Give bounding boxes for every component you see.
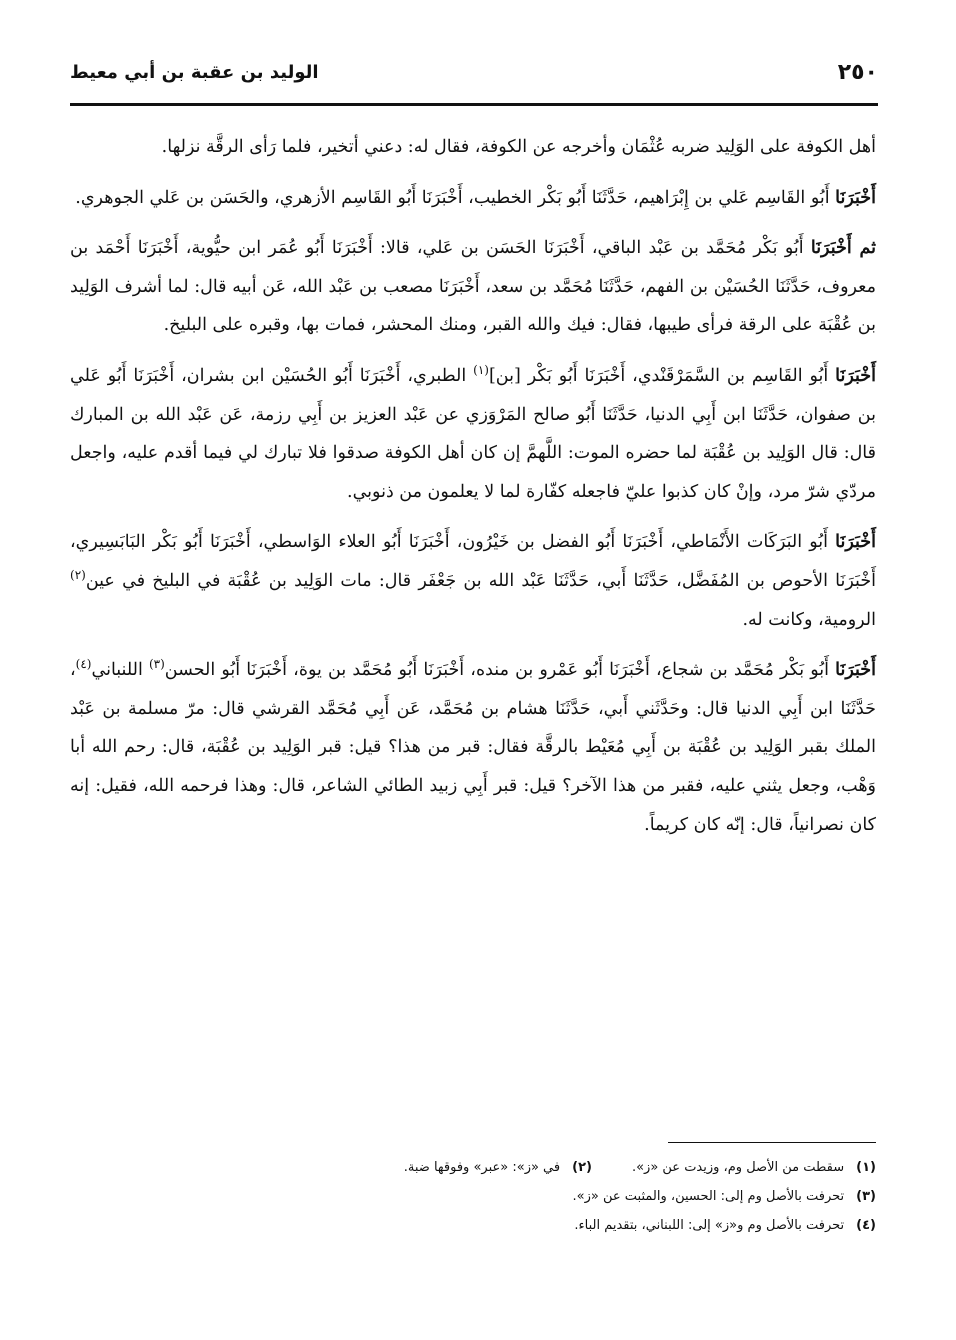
paragraph-lead-word: أَخْبَرَنَا	[835, 365, 876, 386]
footnote-number: (٣)	[856, 1189, 876, 1204]
paragraph-lead-word: أَخْبَرَنَا	[835, 187, 876, 208]
page-header	[70, 58, 878, 98]
paragraph-text: أَبُو بَكْر مُحَمَّد بن عَبْد الباقي، أَخْبَرَنَا الحَسَن بن عَلي، قالا: أَخْبَرَنَا أَبُو عُمَر ابن حيُّوية، أَخْبَرَنَا أَحْمَد بن معروف، حَدَّثَنَا الحُسَيْن بن الفهم، حَدَّثَنَا مُحَمَّد بن سعد، أَخْبَرَنَا مصعب بن عَبْد الله، عَن أبيه قال: لما أشرف الوَلِيد بن عُقْبَة على الرقة فرأى طيبها، فقال: فيك والله القبر، ومنك المحشر، فمات بها، وقبره على البليخ.	[70, 238, 876, 336]
footnote-number: (٤)	[856, 1218, 876, 1233]
paragraph-text: ، حَدَّثَنَا ابن أَبِي الدنيا قال: وحَدَّثَني أَبي، حَدَّثَنَا هشام بن مُحَمَّد، عَن أَبِي مُحَمَّد القرشي قال: مرّ مسلمة بن عَبْد الملك بقبر الوَلِيد بن عُقْبَة بن أَبِي مُعَيْط بالرقَّة فقال: قبر من هذا؟ قيل: قبر الوَلِيد بن عُقْبَة، قال: رحم الله أبا وَهْب، وجعل يثني عليه، فقبر من هذا الآخر؟ قيل: قبر أَبِي زبيد الطائي الشاعر، قال: وهذا فرحمه الله، فقيل: إنه كان نصرانياً، قال: إنّه كان كريماً.	[70, 660, 876, 835]
paragraph-text: الطبري، أَخْبَرَنَا أَبُو الحُسَيْن ابن بشران، أَخْبَرَنَا أَبُو عَلي بن صفوان، حَدَّثَنَا ابن أَبِي الدنيا، حَدَّثَنَا أَبُو صالح المَرْوَزي عن عَبْد العزيز بن أَبِي رزمة، عَن عَبْد الله بن المبارك قال: قال الوَلِيد بن عُقْبَة لما حضره الموت: اللَّهمَّ إن كان أهل الكوفة صدقوا فلا تبارك لي فيما أقدم عليه، واجعل مردّي شرّ مرد، وإنْ كان كذبوا عليّ فاجعله كفّارة لما لا يعلمون من ذنوبي.	[70, 365, 876, 502]
footnote-text: في «ز»: «عبر» وفوقها ضبة.	[403, 1160, 561, 1175]
paragraph-text: أَبُو البَرَكَات الأَنْمَاطي، أَخْبَرَنَا أَبُو الفضل بن خَيْرُون، أَخْبَرَنَا أَبُو العلاء الوَاسطي، أَخْبَرَنَا أَبُو بَكْر البَابَسِيري، أَخْبَرَنَا الأحوص بن المُفَضَّل، حَدَّثَنَا أَبي، حَدَّثَنَا عَبْد الله بن جَعْفَر قال: مات الوَلِيد بن عُقْبَة في البليخ في عين	[70, 532, 876, 591]
paragraph-text: أَبُو بَكْر مُحَمَّد بن شجاع، أَخْبَرَنَا أَبُو عَمْرو بن منده، أَخْبَرَنَا أَبُو مُحَمَّد بن يوة، أَخْبَرَنَا أَبُو الحسن	[164, 660, 836, 681]
paragraph-lead-word: أَخْبَرَنَا	[835, 532, 876, 553]
footnote-row	[70, 1211, 876, 1240]
paragraph-5	[70, 523, 876, 639]
paragraph-text: أهل الكوفة على الوَلِيد ضربه عُثْمَان وأخرجه عن الكوفة، فقال له: دعني أتخير، فلما رَأى الرقَّة نزلها.	[161, 137, 876, 157]
footnote-2	[404, 1153, 592, 1182]
paragraph-3	[70, 229, 876, 345]
paragraph-text: أَبُو القَاسِم عَلي بن إِبْرَاهيم، حَدَّثَنَا أَبُو بَكْر الخطيب، أَخْبَرَنَا أَبُو القَاسِم الأزهري، والحَسَن بن عَلي الجوهري.	[75, 187, 836, 208]
paragraph-text: الرومية، وكانت له.	[742, 609, 876, 630]
footnote-4	[574, 1211, 876, 1240]
footnote-3	[573, 1182, 876, 1211]
paragraph-lead-word: أَخْبَرَنَا	[835, 660, 876, 681]
running-title: الوليد بن عقبة بن أبي معيط	[70, 62, 319, 83]
body-text	[70, 128, 876, 856]
footnote-row	[70, 1153, 876, 1182]
footnote-text: تحرفت بالأصل وم و«ز» إلى: اللبناني، بتقديم الباء.	[574, 1218, 845, 1233]
paragraph-1	[70, 128, 876, 167]
paragraph-6	[70, 651, 876, 844]
page-number: ٢٥٠	[837, 60, 878, 85]
footnotes	[70, 1153, 876, 1240]
footnote-rule	[668, 1142, 876, 1143]
footnote-number: (٢)	[572, 1160, 592, 1175]
footnote-ref[interactable]: (١)	[473, 363, 489, 378]
footnote-ref[interactable]: (٢)	[70, 568, 86, 583]
footnote-1	[632, 1153, 876, 1182]
paragraph-4	[70, 357, 876, 511]
paragraph-2	[70, 179, 876, 218]
footnote-ref[interactable]: (٣)	[148, 657, 165, 672]
footnote-ref[interactable]: (٤)	[75, 657, 92, 672]
paragraph-lead-word: ثم أَخْبَرَنَا	[810, 238, 876, 259]
paragraph-text: أَبُو القَاسِم بن السَّمَرْقَنْدي، أَخْبَرَنَا أَبُو بَكْر [بن]	[488, 365, 836, 386]
footnote-number: (١)	[856, 1160, 876, 1175]
header-rule	[70, 103, 878, 106]
footnote-text: سقطت من الأصل وم، وزيدت عن «ز».	[631, 1160, 845, 1175]
footnote-text: تحرفت بالأصل وم إلى: الحسين، والمثبت عن «ز».	[572, 1189, 845, 1204]
paragraph-text: اللنباني	[91, 660, 149, 681]
footnote-row	[70, 1182, 876, 1211]
